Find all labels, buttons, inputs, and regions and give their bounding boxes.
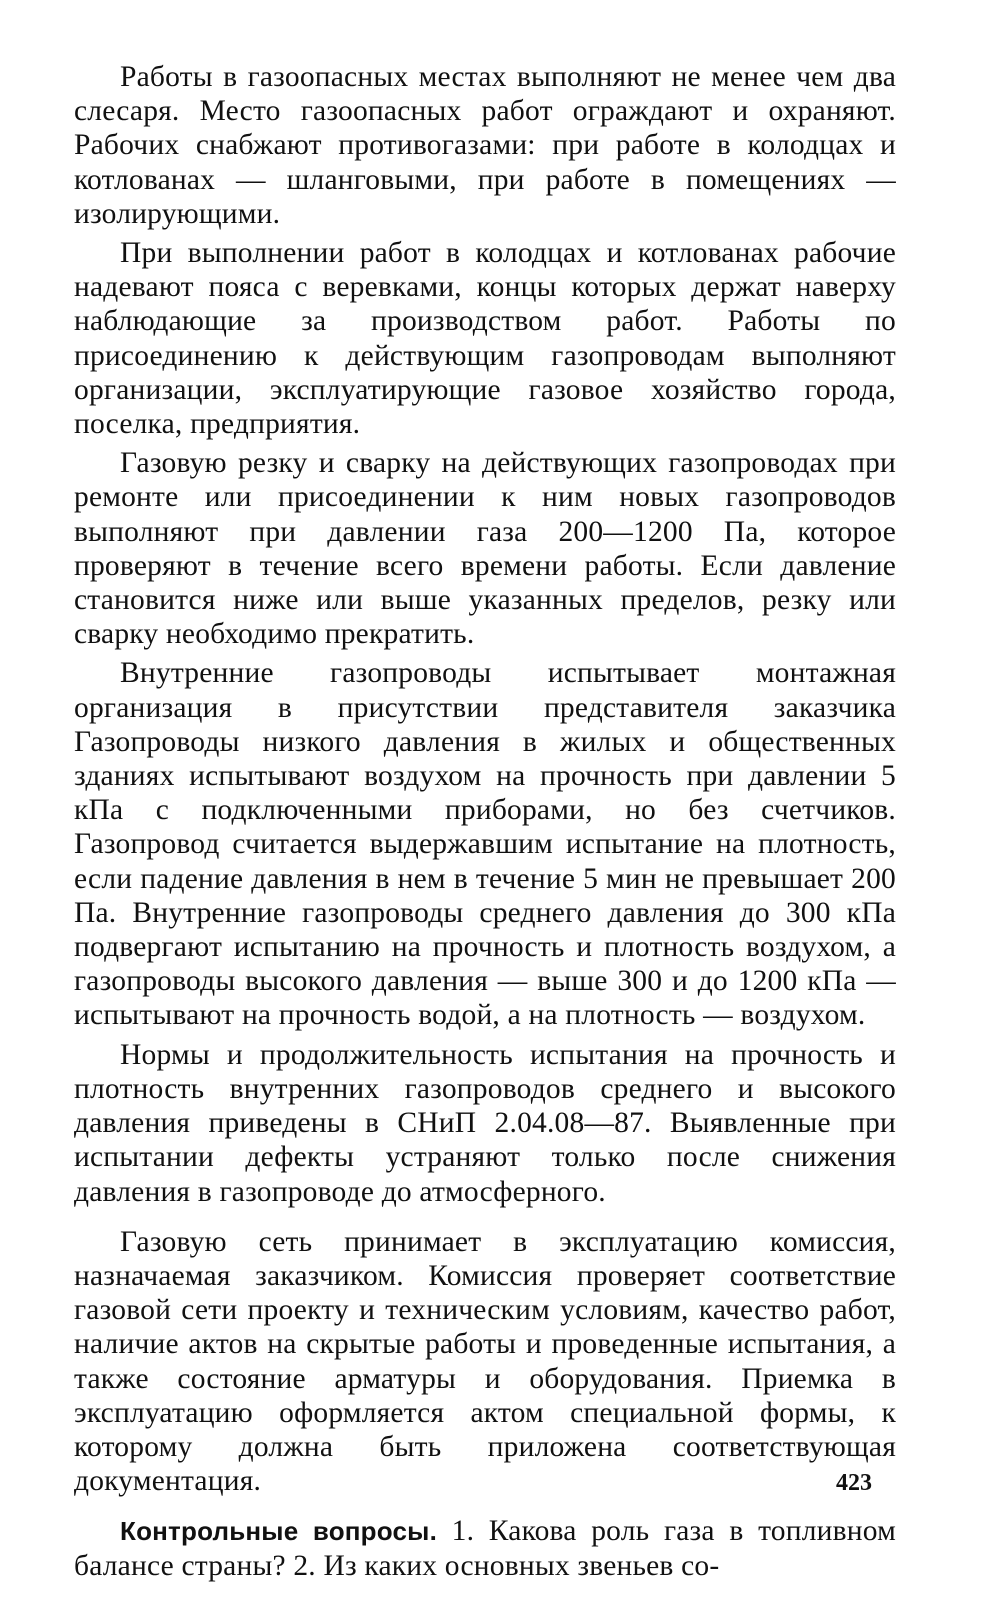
paragraph-control-questions	[74, 1514, 896, 1582]
control-questions-text: 1. Какова роль газа в топливном балансе страны? 2. Из каких основных звеньев со-	[74, 1515, 896, 1582]
paragraph-gas-hazard-workers: Работы в газоопасных местах выполняют не менее чем два слесаря. Место газоопасных работ ограждают и охраняют. Рабочих снабжают противогазами: при работе в колодцах и котлованах — шланговыми, при работе в помещениях — изолирующими.	[74, 61, 896, 230]
paragraph-gas-cutting-welding: Газовую резку и сварку на действующих газопроводах при ремонте или присоединении к ним новых газопроводов выполняют при давлении газа 200—1200 Па, которое проверяют в течение всего времени работы. Если давление становится ниже или выше указанных пределов, резку или сварку необходимо прекратить.	[74, 447, 896, 651]
control-questions-heading: Контрольные вопросы.	[120, 1516, 437, 1547]
paragraph-wells-safety-belts: При выполнении работ в колодцах и котлованах рабочие надевают пояса с веревками, концы которых держат наверху наблюдающие за производством работ. Работы по присоединению к действующим газопроводам выполняют организации, эксплуатирующие газовое хозяйство города, поселка, предприятия.	[74, 237, 896, 441]
page-body	[74, 60, 896, 1588]
paragraph-internal-pipeline-testing: Внутренние газопроводы испытывает монтажная организация в присутствии представителя заказчика Газопроводы низкого давления в жилых и общественных зданиях испытывают воздухом на прочность при давлении 5 кПа с подключенными приборами, но без счетчиков. Газопровод считается выдержавшим испытание на плотность, если падение давления в нем в течение 5 мин не превышает 200 Па. Внутренние газопроводы среднего давления до 300 кПа подвергают испытанию на прочность и плотность воздухом, а газопроводы высокого давления — выше 300 и до 1200 кПа — испытывают на прочность водой, а на плотность — воздухом.	[74, 657, 896, 1032]
page-number: 423	[836, 1470, 872, 1496]
paragraph-testing-norms: Нормы и продолжительность испытания на прочность и плотность внутренних газопроводов среднего и высокого давления приведены в СНиП 2.04.08—87. Выявленные при испытании дефекты устраняют только после снижения давления в газопроводе до атмосферного.	[74, 1038, 896, 1208]
paragraph-acceptance-commission: Газовую сеть принимает в эксплуатацию комиссия, назначаемая заказчиком. Комиссия проверяет соответствие газовой сети проекту и техническим условиям, качество работ, наличие актов на скрытые работы и проведенные испытания, а также состояние арматуры и оборудования. Приемка в эксплуатацию оформляется актом специальной формы, к которому должна быть приложена соответствующая документация.	[74, 1225, 896, 1498]
